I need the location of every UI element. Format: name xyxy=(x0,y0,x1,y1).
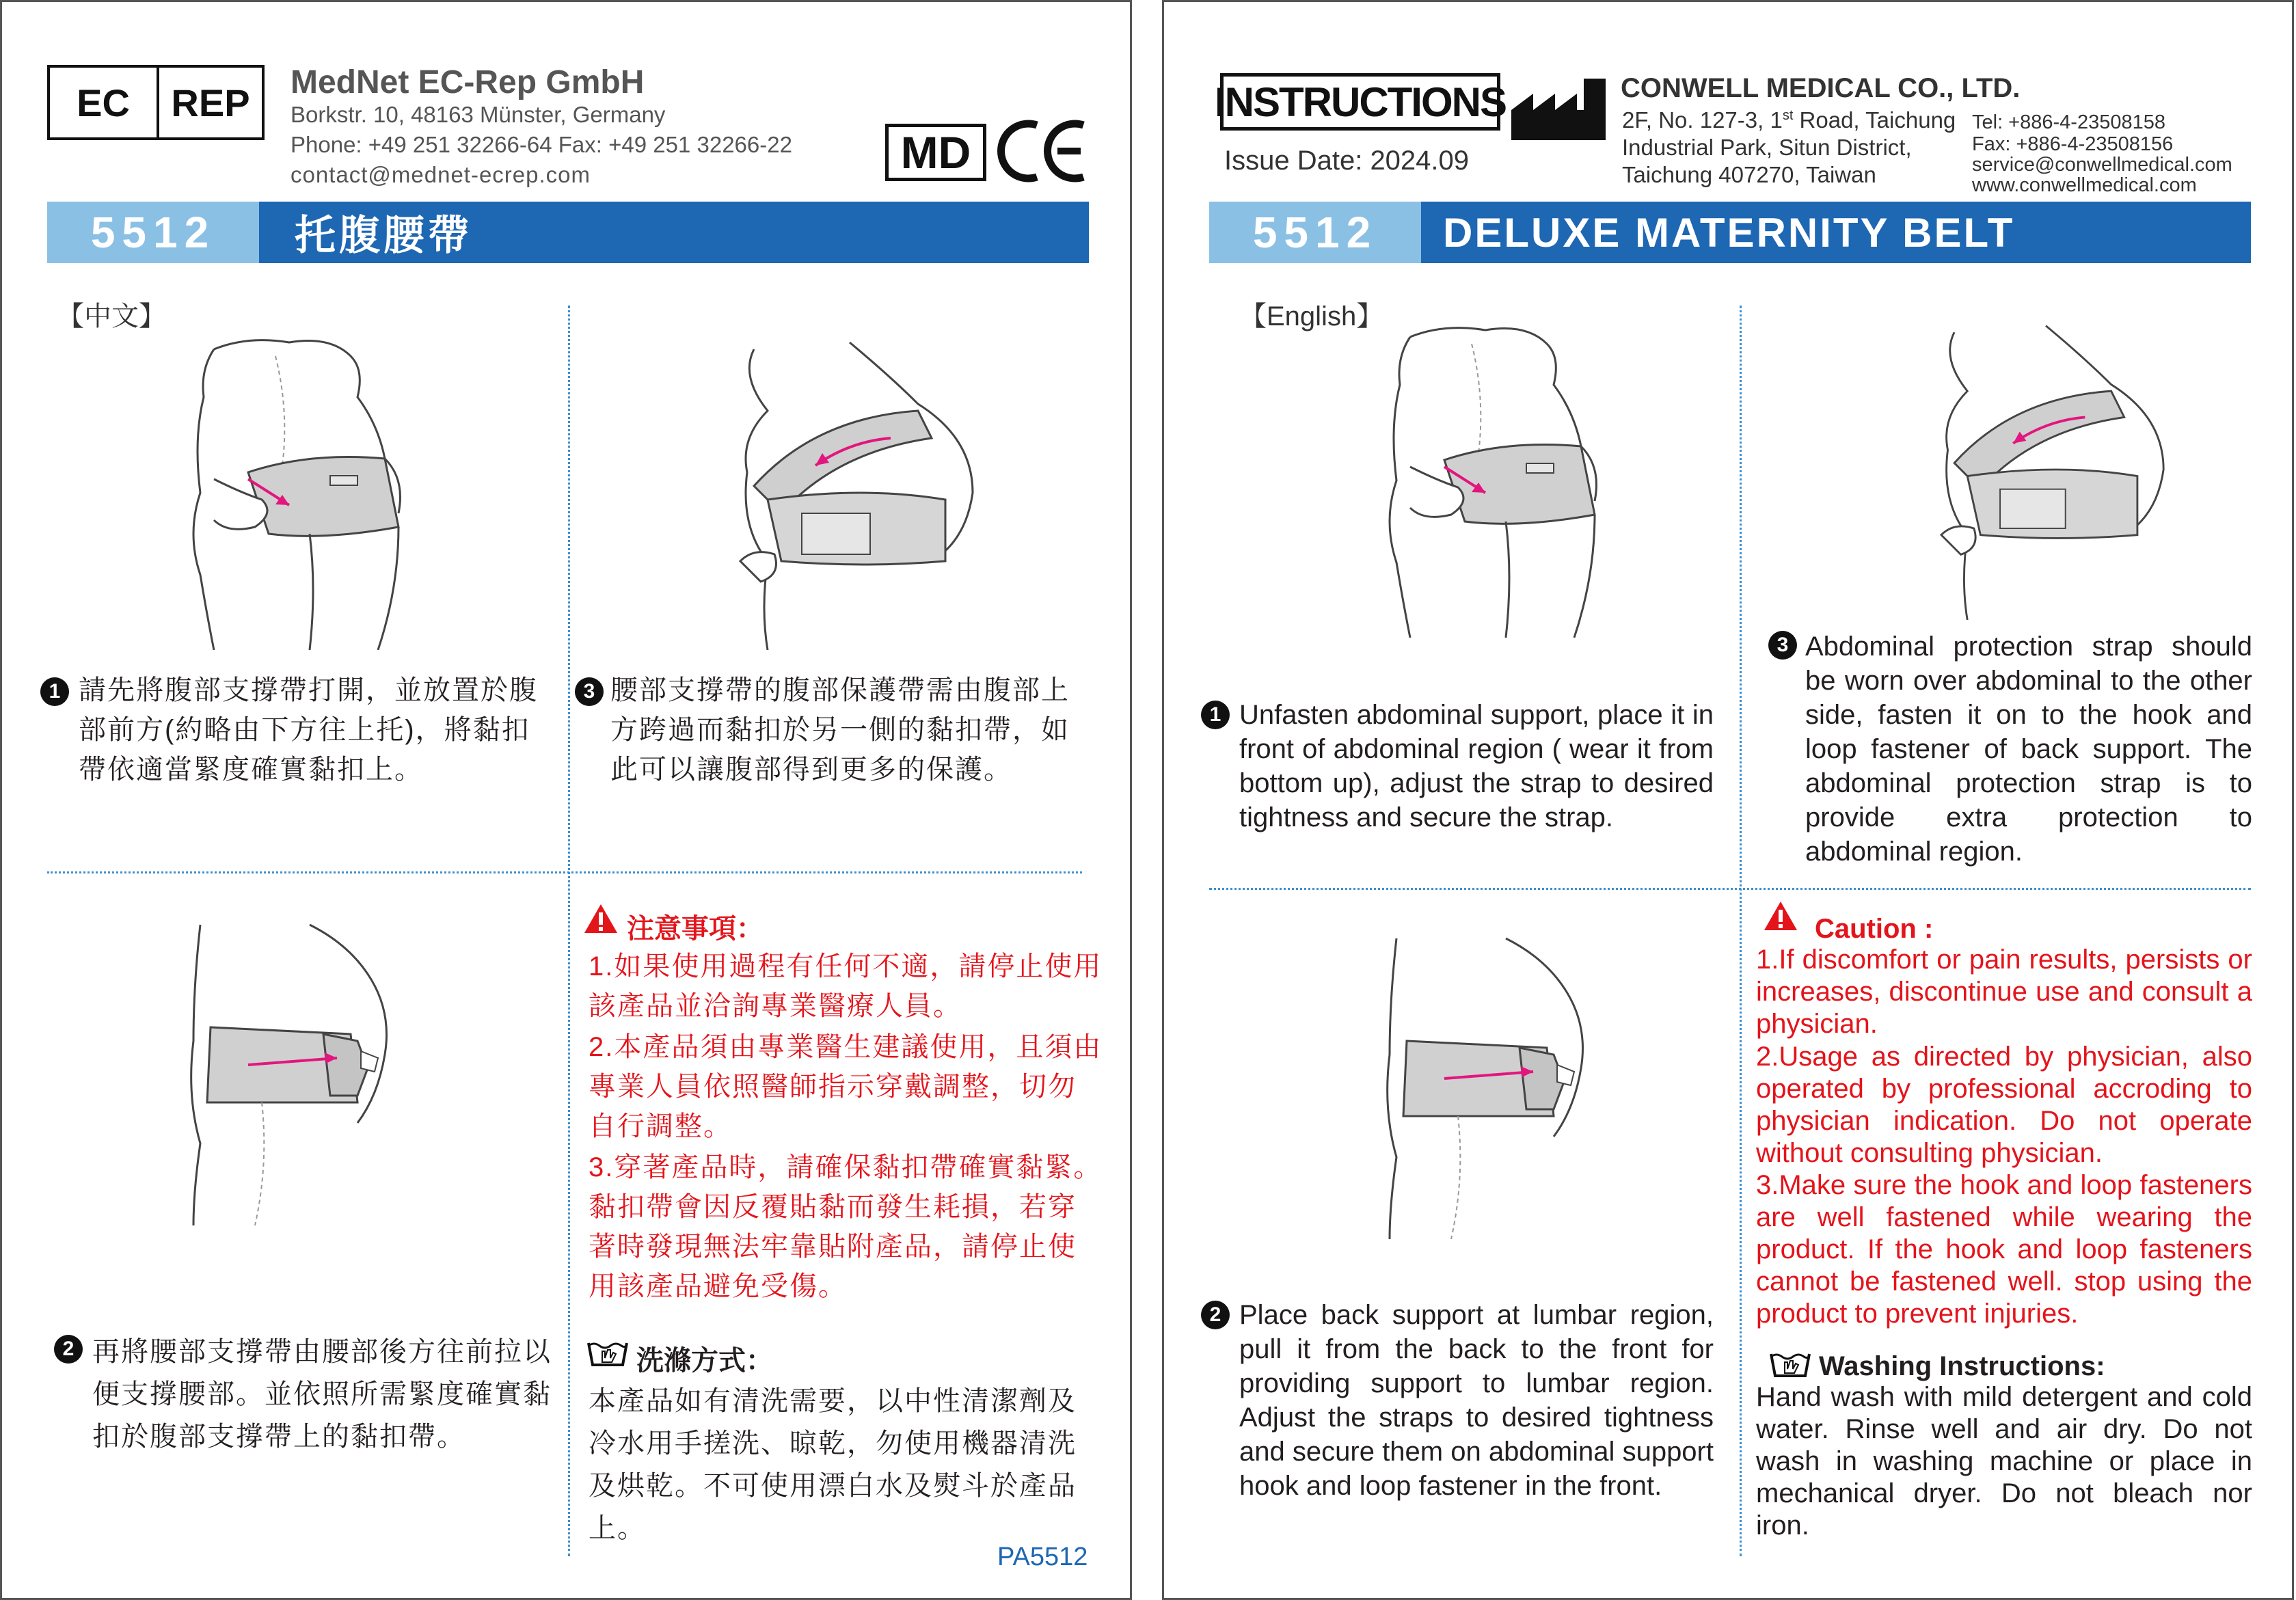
washing-title: 洗滌方式： xyxy=(636,1346,773,1376)
english-instruction-panel xyxy=(1162,0,2294,1600)
caution-item-2: 2.本產品須由專業醫生建議使用，且須由專業人員依照醫師指示穿戴調整，切勿自行調整。 xyxy=(589,1032,1103,1141)
ec-rep-phone-fax: Phone: +49 251 32266-64 Fax: +49 251 32266-22 xyxy=(291,132,792,157)
manufacturer-fax: Fax: +886-4-23508156 xyxy=(1972,133,2174,155)
rep-label: REP xyxy=(171,81,250,124)
manufacturer-name: CONWELL MEDICAL CO., LTD. xyxy=(1621,73,2021,103)
hand-wash-icon xyxy=(1770,1348,1811,1380)
manufacturer-website: www.conwellmedical.com xyxy=(1972,174,2197,196)
step-number-2: 2 xyxy=(54,1335,83,1364)
chinese-instruction-panel xyxy=(0,0,1132,1600)
row-divider xyxy=(47,871,1082,873)
medical-device-symbol: MD xyxy=(885,124,986,181)
caution-item-3: 3.穿著產品時，請確保黏扣帶確實黏緊。黏扣帶會因反覆貼黏而發生耗損，若穿著時發現無法牢靠貼附產品，請停止使用該產品避免受傷。 xyxy=(589,1152,1103,1301)
caution-item-3: 3.Make sure the hook and loop fasteners are well fastened while wearing the product. If the hook and loop fasteners cannot be fastened well. stop using the product to prevent injuries. xyxy=(1756,1170,2252,1329)
product-number: 5512 xyxy=(1209,202,1421,263)
step-number-2: 2 xyxy=(1201,1301,1230,1329)
document-code: PA5512 xyxy=(997,1543,1088,1571)
step2-text: 再將腰部支撐帶由腰部後方往前拉以便支撐腰部。並依照所需緊度確實黏扣於腹部支撐帶上的黏扣帶。 xyxy=(92,1337,552,1452)
ec-rep-company-name: MedNet EC-Rep GmbH xyxy=(291,64,645,100)
ec-rep-email: contact@mednet-ecrep.com xyxy=(291,162,591,187)
column-divider xyxy=(568,306,570,1556)
product-banner xyxy=(47,202,1089,263)
caution-item-1: 1.如果使用過程有任何不適，請停止使用該產品並洽詢專業醫療人員。 xyxy=(589,951,1103,1021)
product-title: 托腹腰帶 xyxy=(259,202,1089,263)
illustration-step2-back xyxy=(1376,932,1622,1239)
hand-wash-icon xyxy=(587,1338,628,1369)
column-divider xyxy=(1740,306,1742,1556)
ec-rep-address: Borkstr. 10, 48163 Münster, Germany xyxy=(291,102,666,127)
caution-item-2: 2.Usage as directed by physician, also operated by professional accroding to physician indication. Do not operate without consulting physician. xyxy=(1756,1042,2252,1168)
ec-rep-symbol xyxy=(47,65,265,140)
caution-item-1: 1.If discomfort or pain results, persists or increases, discontinue use and consult a physician. xyxy=(1756,945,2252,1039)
step2-text: Place back support at lumbar region, pull it from the back to the front for providing support to lumbar region. Adjust the straps to desired tightness and secure them on abdominal support hook and loop fastener in the front. xyxy=(1239,1300,1714,1501)
product-banner xyxy=(1209,202,2251,263)
factory-icon xyxy=(1510,76,1611,141)
language-label: 【中文】 xyxy=(57,301,166,331)
ec-label: EC xyxy=(50,68,159,137)
illustration-step2-back xyxy=(180,918,426,1225)
manufacturer-email: service@conwellmedical.com xyxy=(1972,154,2232,176)
illustration-step1-front xyxy=(1369,316,1629,638)
step-number-3: 3 xyxy=(1768,631,1797,660)
step-number-1: 1 xyxy=(40,677,69,706)
step1-text: Unfasten abdominal support, place it in front of abdominal region ( wear it from bottom up), adjust the strap to desired tightness and secure the strap. xyxy=(1239,700,1714,832)
product-title: DELUXE MATERNITY BELT xyxy=(1421,202,2251,263)
illustration-step3-side xyxy=(713,336,986,650)
washing-title: Washing Instructions: xyxy=(1819,1351,2105,1381)
manufacturer-address-line2: Industrial Park, Situn District, xyxy=(1622,135,1912,160)
illustration-step1-front xyxy=(173,329,433,650)
manufacturer-address-line1: 2F, No. 127-3, 1st Road, Taichung xyxy=(1622,107,1956,133)
illustration-step3-side xyxy=(1909,319,2183,620)
step3-text: 腰部支撐帶的腹部保護帶需由腹部上方跨過而黏扣於另一側的黏扣帶，如此可以讓腹部得到更多的保護。 xyxy=(610,675,1070,785)
step3-text: Abdominal protection strap should be worn over abdominal to the other side, fasten it on to the hook and loop fastener of back support. The abdominal protection strap is to provide extra protection to abdominal region. xyxy=(1805,632,2252,867)
step-number-3: 3 xyxy=(575,677,604,706)
step1-text: 請先將腹部支撐帶打開，並放置於腹部前方(約略由下方往上托)，將黏扣帶依適當緊度確實黏扣上。 xyxy=(79,675,538,785)
manufacturer-tel: Tel: +886-4-23508158 xyxy=(1972,111,2165,133)
washing-text: 本產品如有清洗需要，以中性清潔劑及冷水用手搓洗、晾乾，勿使用機器清洗及烘乾。不可使用漂白水及熨斗於產品上。 xyxy=(589,1386,1077,1543)
manufacturer-address-line3: Taichung 407270, Taiwan xyxy=(1622,162,1876,187)
caution-title: Caution : xyxy=(1815,914,1934,944)
row-divider xyxy=(1209,888,2251,890)
warning-triangle-icon xyxy=(1763,900,1798,932)
washing-text: Hand wash with mild detergent and cold water. Rinse well and air dry. Do not wash in washing machine or place in mechanical dryer. Do not bleach nor iron. xyxy=(1756,1382,2252,1541)
issue-date: Issue Date: 2024.09 xyxy=(1224,146,1470,176)
step-number-1: 1 xyxy=(1201,701,1230,729)
ce-mark-icon xyxy=(995,117,1090,185)
warning-triangle-icon xyxy=(583,903,619,934)
instructions-label: INSTRUCTIONS xyxy=(1220,73,1500,131)
caution-title: 注意事項： xyxy=(627,914,764,944)
product-number: 5512 xyxy=(47,202,259,263)
language-label: 【English】 xyxy=(1239,301,1384,331)
